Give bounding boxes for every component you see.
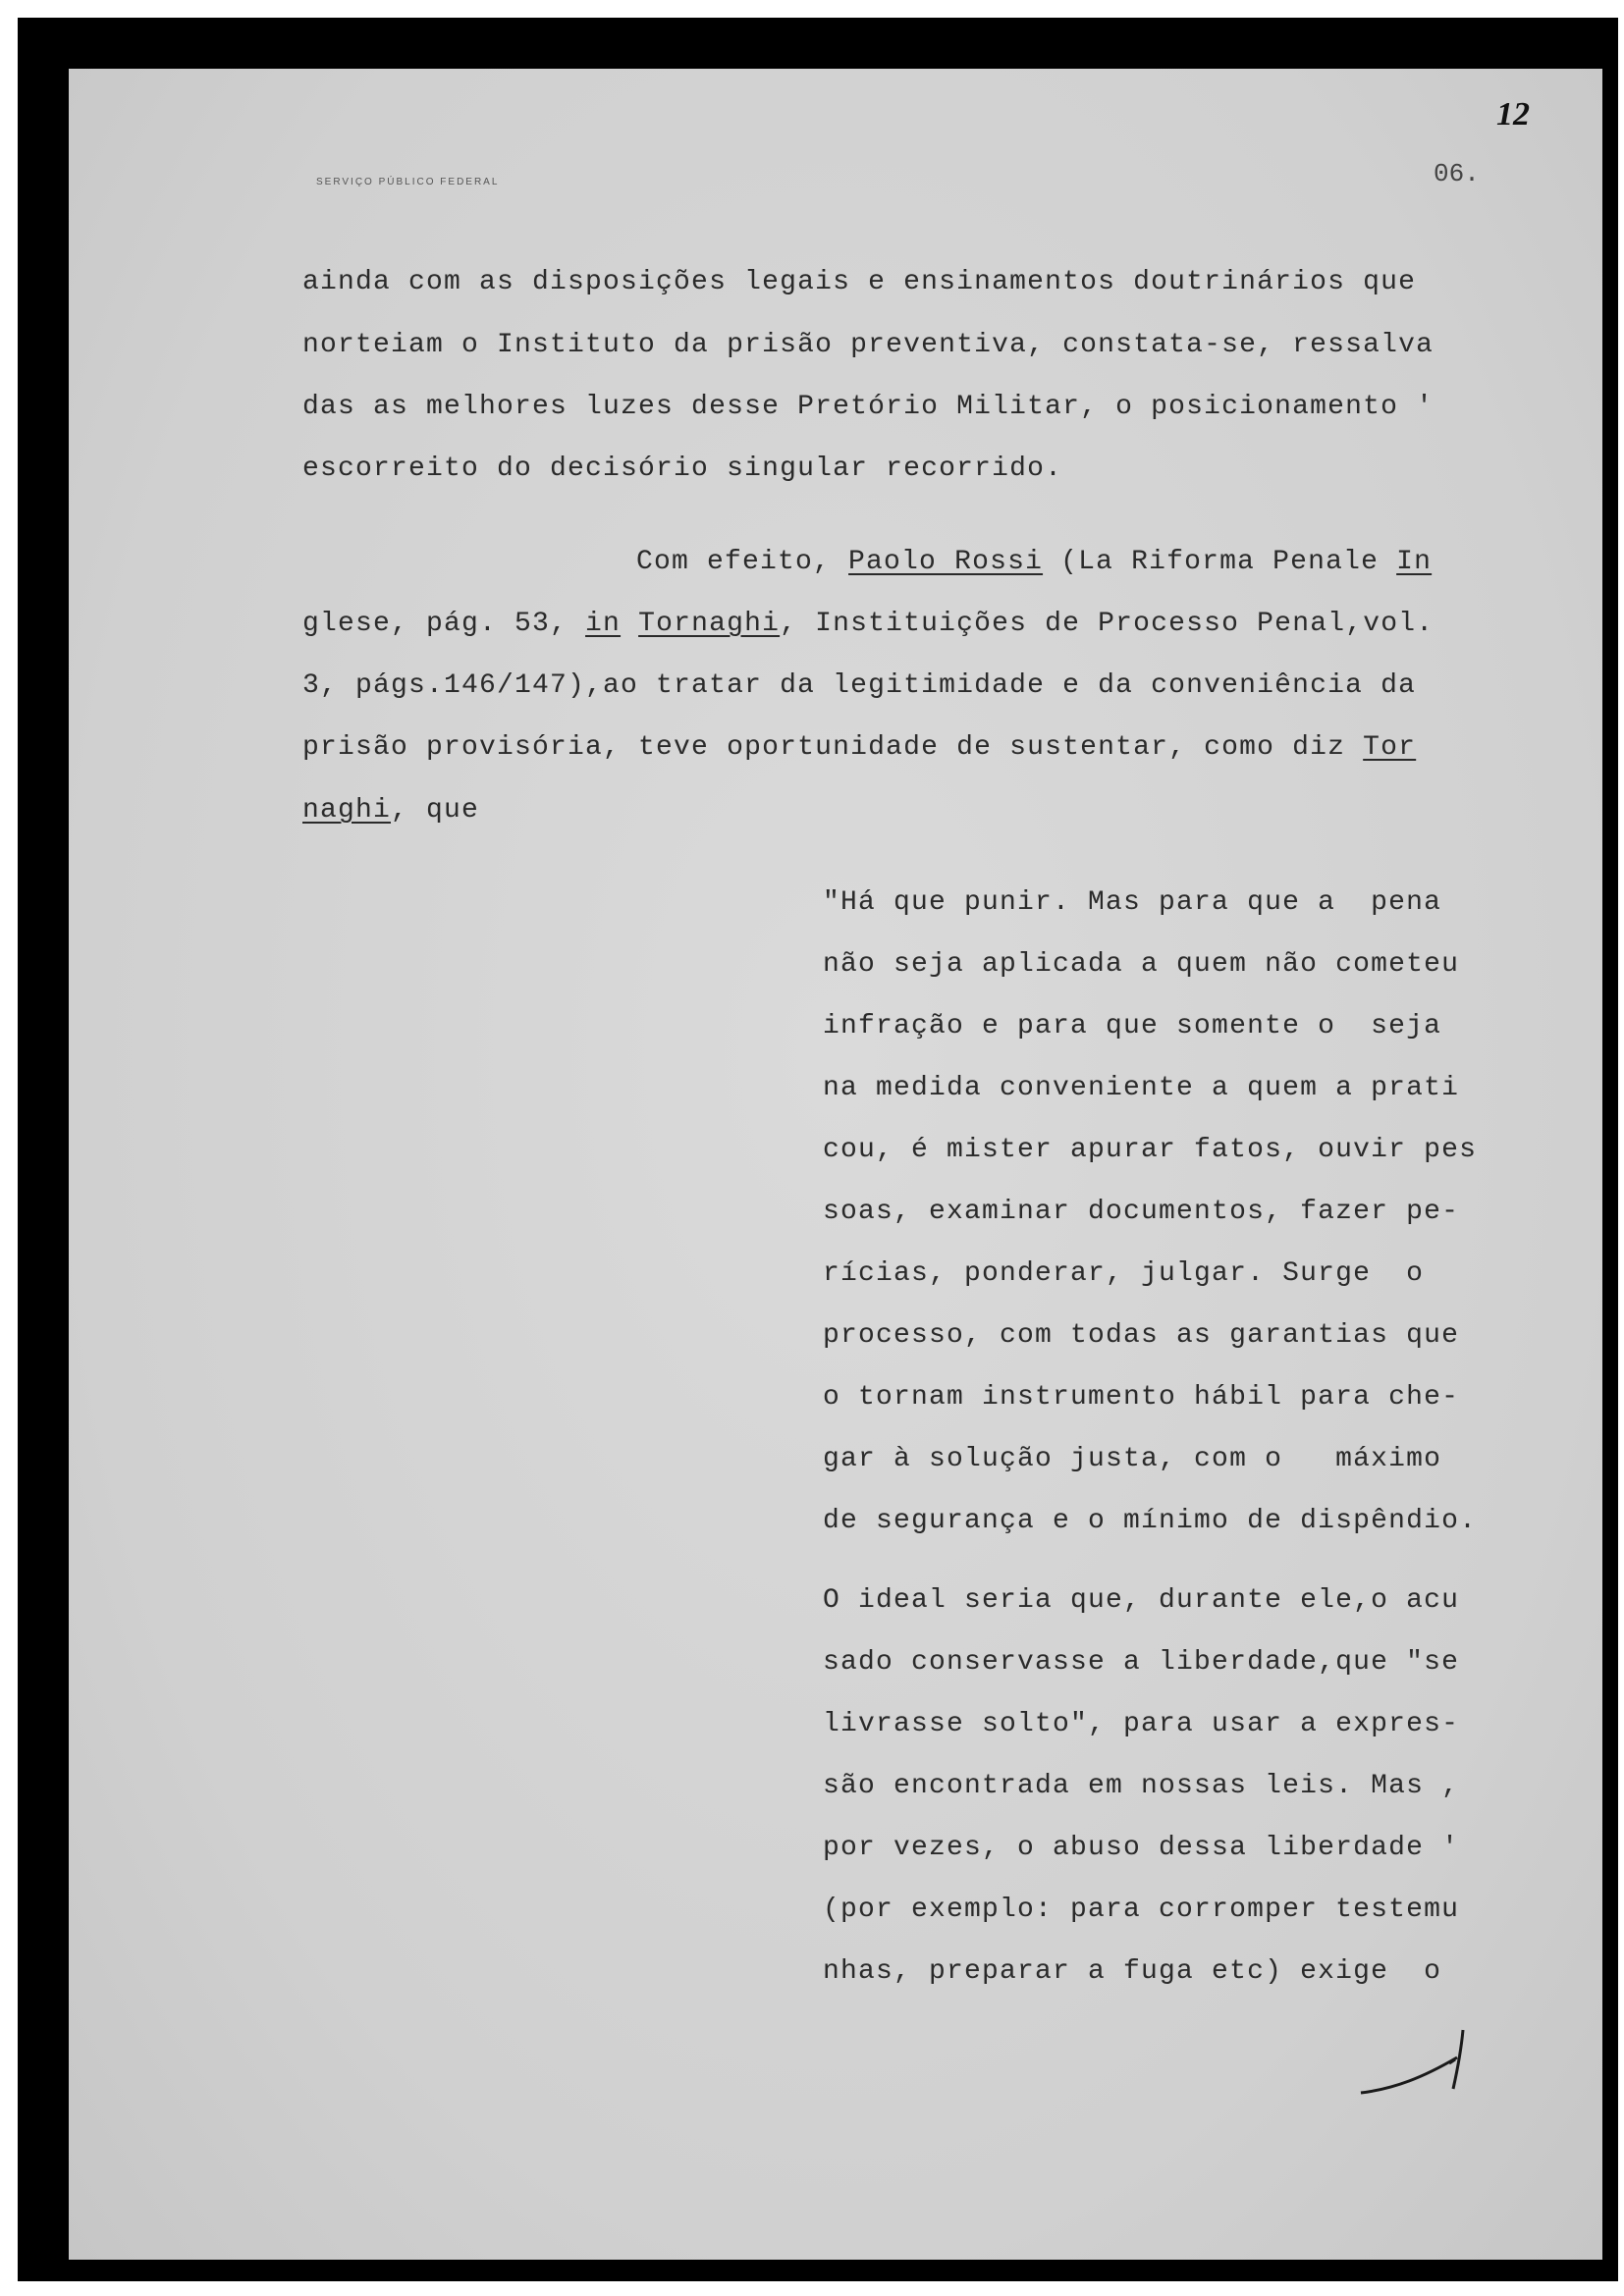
handwritten-initial	[1355, 2022, 1492, 2101]
quote-line: por vezes, o abuso dessa liberdade '	[823, 1833, 1460, 1863]
paragraph-line: ainda com as disposições legais e ensinamentos doutrinários que	[302, 267, 1417, 297]
paragraph-line: 3, págs.146/147),ao tratar da legitimidade e da conveniência da	[302, 670, 1417, 701]
quote-line: processo, com todas as garantias que	[823, 1320, 1460, 1351]
quote-line: livrasse solto", para usar a expres-	[823, 1709, 1460, 1739]
paragraph-line: glese, pág. 53, in Tornaghi, Instituições de Processo Penal,vol.	[302, 609, 1435, 639]
paragraph-line: das as melhores luzes desse Pretório Militar, o posicionamento '	[302, 392, 1435, 422]
paragraph-line: naghi, que	[302, 795, 480, 826]
paragraph-line: escorreito do decisório singular recorrido.	[302, 454, 1063, 484]
quote-line: na medida conveniente a quem a prati	[823, 1073, 1460, 1103]
quote-line: (por exemplo: para corromper testemu	[823, 1895, 1460, 1925]
quote-line: O ideal seria que, durante ele,o acu	[823, 1585, 1460, 1616]
quote-line: cou, é mister apurar fatos, ouvir pes	[823, 1135, 1478, 1165]
paragraph-line: prisão provisória, teve oportunidade de sustentar, como diz Tor	[302, 732, 1417, 763]
quote-line: de segurança e o mínimo de dispêndio.	[823, 1506, 1478, 1536]
quote-line: são encontrada em nossas leis. Mas ,	[823, 1771, 1460, 1801]
service-stamp: SERVIÇO PÚBLICO FEDERAL	[316, 177, 500, 187]
author-name: Tornaghi	[638, 609, 781, 639]
quote-line: sado conservasse a liberdade,que "se	[823, 1647, 1460, 1678]
quote-line: rícias, ponderar, julgar. Surge o	[823, 1258, 1425, 1289]
author-name: Paolo Rossi	[848, 547, 1044, 577]
quote-line: nhas, preparar a fuga etc) exige o	[823, 1956, 1442, 1987]
paragraph-line: norteiam o Instituto da prisão preventiva, constata-se, ressalva	[302, 330, 1435, 360]
quote-line: soas, examinar documentos, fazer pe-	[823, 1197, 1460, 1227]
quote-line: "Há que punir. Mas para que a pena	[823, 887, 1442, 918]
quote-line: não seja aplicada a quem não cometeu	[823, 949, 1460, 980]
page-number: 06.	[1434, 159, 1480, 188]
folio-mark: 12	[1496, 96, 1530, 133]
quote-line: gar à solução justa, com o máximo	[823, 1444, 1442, 1474]
paragraph-line: Com efeito, Paolo Rossi (La Riforma Penale In	[636, 547, 1433, 577]
quote-line: infração e para que somente o seja	[823, 1011, 1442, 1041]
quote-line: o tornam instrumento hábil para che-	[823, 1382, 1460, 1413]
